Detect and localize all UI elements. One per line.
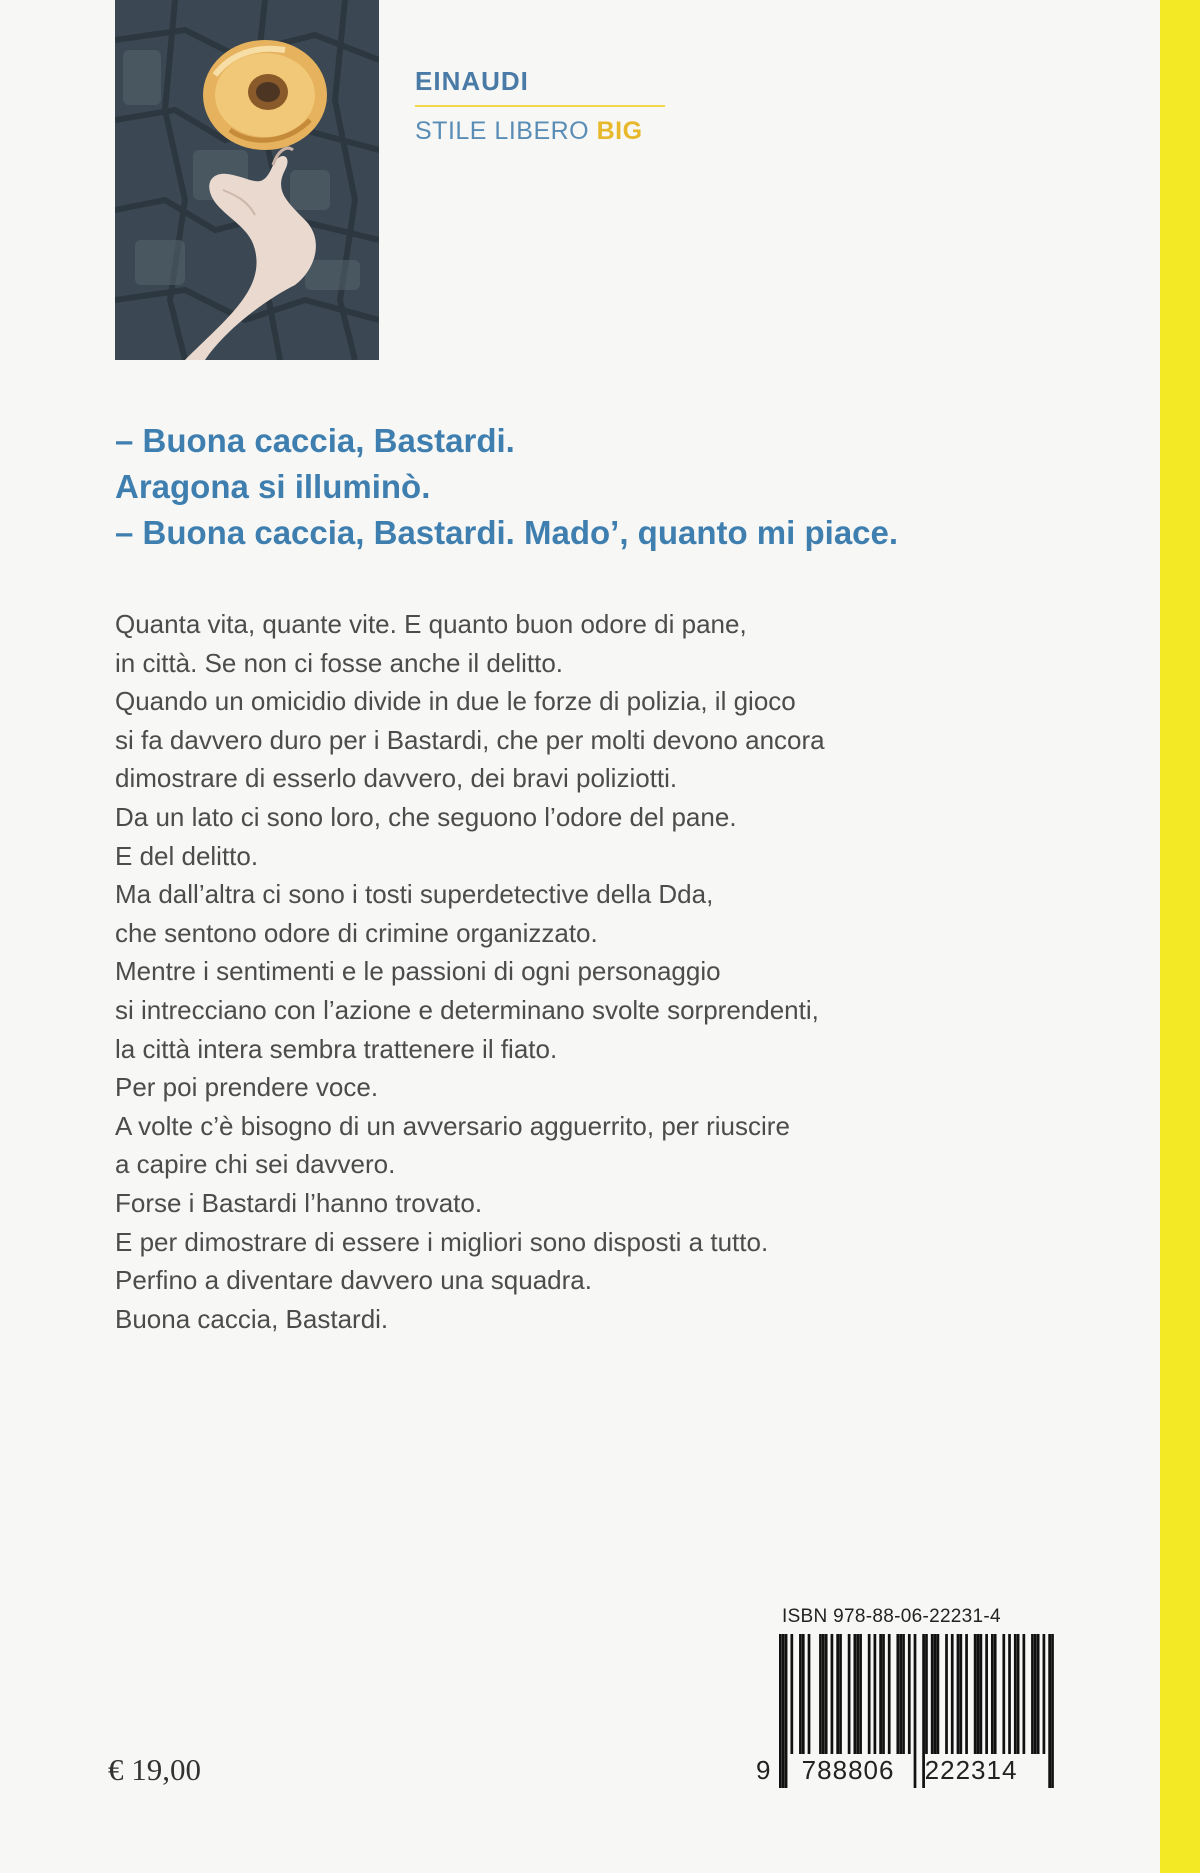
blurb-line: Buona caccia, Bastardi.	[115, 1303, 389, 1334]
publisher-brand	[415, 66, 665, 146]
blurb-line: Ma dall’altra ci sono i tosti superdetective della Dda,	[115, 879, 714, 910]
blurb-line: Quanta vita, quante vite. E quanto buon odore di pane,	[115, 609, 747, 639]
blurb-line: E per dimostrare di essere i migliori sono disposti a tutto.	[115, 1226, 769, 1257]
isbn-label: ISBN 978-88-06-22231-4	[782, 1606, 1001, 1627]
series-name	[415, 117, 665, 146]
blurb-line: Per poi prendere voce.	[115, 1072, 379, 1103]
quote-line: – Buona caccia, Bastardi. Mado’, quanto mi piace.	[115, 514, 899, 551]
blurb-line: E del delitto.	[115, 840, 259, 871]
blurb-text	[115, 605, 1015, 1338]
blurb-line: si intrecciano con l’azione e determinano svolte sorprendenti,	[115, 994, 819, 1025]
blurb-line: a capire chi sei davvero.	[115, 1149, 396, 1180]
blurb-line: Forse i Bastardi l’hanno trovato.	[115, 1187, 483, 1218]
barcode-digits: 9 788806 222314	[756, 1755, 1018, 1785]
series-prefix: STILE LIBERO	[415, 117, 590, 145]
quote-line: Aragona si illuminò.	[115, 468, 431, 505]
blurb-line: si fa davvero duro per i Bastardi, che per molti devono ancora	[115, 724, 825, 755]
blurb-line: la città intera sembra trattenere il fiato.	[115, 1033, 558, 1064]
cover-photo-bread-hand	[115, 0, 379, 360]
pull-quote	[115, 418, 1115, 556]
blurb-line: A volte c’è bisogno di un avversario agguerrito, per riuscire	[115, 1110, 790, 1141]
yellow-edge-strip	[1160, 0, 1200, 1873]
quote-line: – Buona caccia, Bastardi.	[115, 422, 515, 459]
price-label: € 19,00	[108, 1752, 201, 1787]
blurb-line: dimostrare di esserlo davvero, dei bravi poliziotti.	[115, 763, 678, 794]
series-suffix: BIG	[596, 117, 643, 145]
blurb-line: in città. Se non ci fosse anche il delitto.	[115, 647, 564, 678]
blurb-line: Mentre i sentimenti e le passioni di ogni personaggio	[115, 956, 721, 987]
publisher-name: EINAUDI	[415, 66, 529, 96]
blurb-line: che sentono odore di crimine organizzato.	[115, 917, 598, 948]
blurb-line: Da un lato ci sono loro, che seguono l’odore del pane.	[115, 801, 737, 832]
blurb-line: Quando un omicidio divide in due le forze di polizia, il gioco	[115, 686, 796, 717]
brand-divider	[415, 105, 665, 107]
blurb-line: Perfino a diventare davvero una squadra.	[115, 1265, 592, 1296]
